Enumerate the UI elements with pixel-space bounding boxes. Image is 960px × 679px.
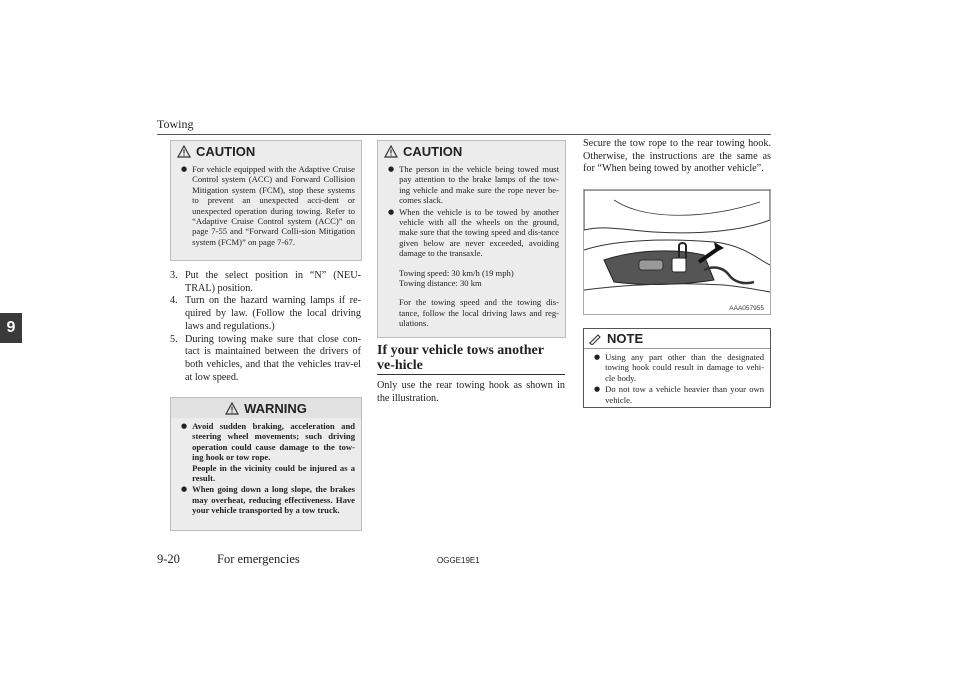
left-caution-box bbox=[170, 140, 362, 261]
right-intro: Secure the tow rope to the rear towing hook. Otherwise, the instructions are the same as for “When being towed by another vehicle”. bbox=[583, 138, 771, 175]
note-item-text: Do not tow a vehicle heavier than your own vehicle. bbox=[605, 384, 764, 405]
note-item-text: Using any part other than the designated towing hook could result in damage to vehi-cle body. bbox=[605, 352, 764, 383]
warning-triangle-icon bbox=[384, 145, 398, 158]
middle-caution-item bbox=[388, 164, 559, 206]
footer-page-number: 9-20 bbox=[157, 552, 180, 566]
chapter-tab: 9 bbox=[0, 313, 22, 343]
bullet-icon: ● bbox=[388, 165, 395, 173]
warning-item-text: When going down a long slope, the brakes may overheat, reducing effectiveness. Have your vehicle transported by a tow truck. bbox=[192, 484, 355, 516]
middle-caution-header bbox=[378, 141, 565, 161]
warning-label: WARNING bbox=[244, 400, 307, 416]
note-pencil-icon bbox=[588, 333, 602, 345]
footer-section-name: For emergencies bbox=[217, 552, 300, 566]
bullet-icon: ● bbox=[594, 385, 601, 394]
warning-header bbox=[171, 398, 361, 418]
left-caution-label: CAUTION bbox=[196, 143, 256, 159]
warning-item bbox=[181, 484, 355, 515]
towing-distance: Towing distance: 30 km bbox=[399, 278, 482, 289]
header-rule bbox=[157, 134, 771, 135]
warning-item bbox=[181, 421, 355, 483]
step-item bbox=[170, 270, 361, 295]
middle-caution-footer: For the towing speed and the towing dis-tance, follow the local driving laws and reg-ulations. bbox=[399, 297, 559, 329]
header-title: Towing bbox=[157, 117, 194, 131]
step-number: 5. bbox=[170, 333, 178, 345]
note-item bbox=[594, 352, 764, 383]
bullet-icon: ● bbox=[181, 485, 188, 494]
note-box bbox=[583, 328, 771, 408]
warning-triangle-icon bbox=[225, 402, 239, 415]
towing-limits bbox=[388, 268, 559, 289]
note-label: NOTE bbox=[607, 331, 644, 346]
step-number: 4. bbox=[170, 295, 178, 307]
bullet-icon: ● bbox=[181, 165, 188, 173]
middle-caution-box bbox=[377, 140, 566, 338]
middle-caution-item-text: When the vehicle is to be towed by another vehicle with all the wheels on the ground, make sure that the towing speed and dis-tance given below are never exceeded, avoiding damage to the transaxle. bbox=[399, 206, 559, 259]
middle-caution-body bbox=[378, 161, 565, 335]
warning-item-subtext: People in the vicinity could be injured as a result. bbox=[192, 462, 355, 484]
warning-body bbox=[171, 418, 361, 523]
towing-hook-illustration bbox=[583, 189, 771, 315]
note-body bbox=[584, 349, 770, 412]
section-heading: If your vehicle tows another ve-hicle bbox=[377, 343, 565, 375]
note-item bbox=[594, 384, 764, 405]
bullet-icon: ● bbox=[388, 207, 395, 216]
left-caution-header bbox=[171, 141, 361, 161]
step-item bbox=[170, 334, 361, 385]
left-caution-item bbox=[181, 164, 355, 247]
bullet-icon: ● bbox=[181, 422, 188, 430]
step-text: During towing make sure that close con-tact is maintained between the drivers of both vehicles, and that the vehicles trav-el at low speed. bbox=[185, 333, 361, 383]
middle-caution-item-text: The person in the vehicle being towed must pay attention to the brake lamps of the tow-ing vehicle and make sure the rope never be-comes slack. bbox=[399, 164, 559, 206]
footer-doc-code: OGGE19E1 bbox=[437, 556, 480, 565]
step-number: 3. bbox=[170, 270, 178, 281]
figure-code: AAA057955 bbox=[729, 305, 764, 312]
left-caution-body bbox=[171, 161, 361, 254]
warning-item-text: Avoid sudden braking, acceleration and steering wheel movements; such driving operation could cause damage to the tow-ing hook or tow rope. bbox=[192, 421, 355, 463]
steps-list bbox=[170, 270, 361, 384]
section-body: Only use the rear towing hook as shown in the illustration. bbox=[377, 380, 565, 404]
towing-speed: Towing speed: 30 km/h (19 mph) bbox=[399, 267, 514, 278]
bullet-icon: ● bbox=[594, 353, 601, 361]
note-header bbox=[584, 329, 770, 349]
middle-caution-label: CAUTION bbox=[403, 143, 463, 159]
middle-caution-item bbox=[388, 207, 559, 259]
step-item bbox=[170, 295, 361, 333]
warning-box bbox=[170, 397, 362, 531]
step-text: Turn on the hazard warning lamps if re-quired by law. (Follow the local driving laws and regulations.) bbox=[185, 295, 361, 332]
towing-hook-figure bbox=[584, 190, 770, 314]
step-text: Put the select position in “N” (NEU-TRAL) position. bbox=[185, 270, 361, 294]
warning-triangle-icon bbox=[177, 145, 191, 158]
left-caution-item-text: For vehicle equipped with the Adaptive Cruise Control system (ACC) and Forward Collision Mitigation system (FCM), stop these systems to prevent an unexpected acci-dent or unexpected operation during towing. Refer to “Adaptive Cruise Control system (ACC)” on page 7-55 and “Forward Colli-sion Mitigation system (FCM)” on page 7-67. bbox=[192, 164, 355, 247]
